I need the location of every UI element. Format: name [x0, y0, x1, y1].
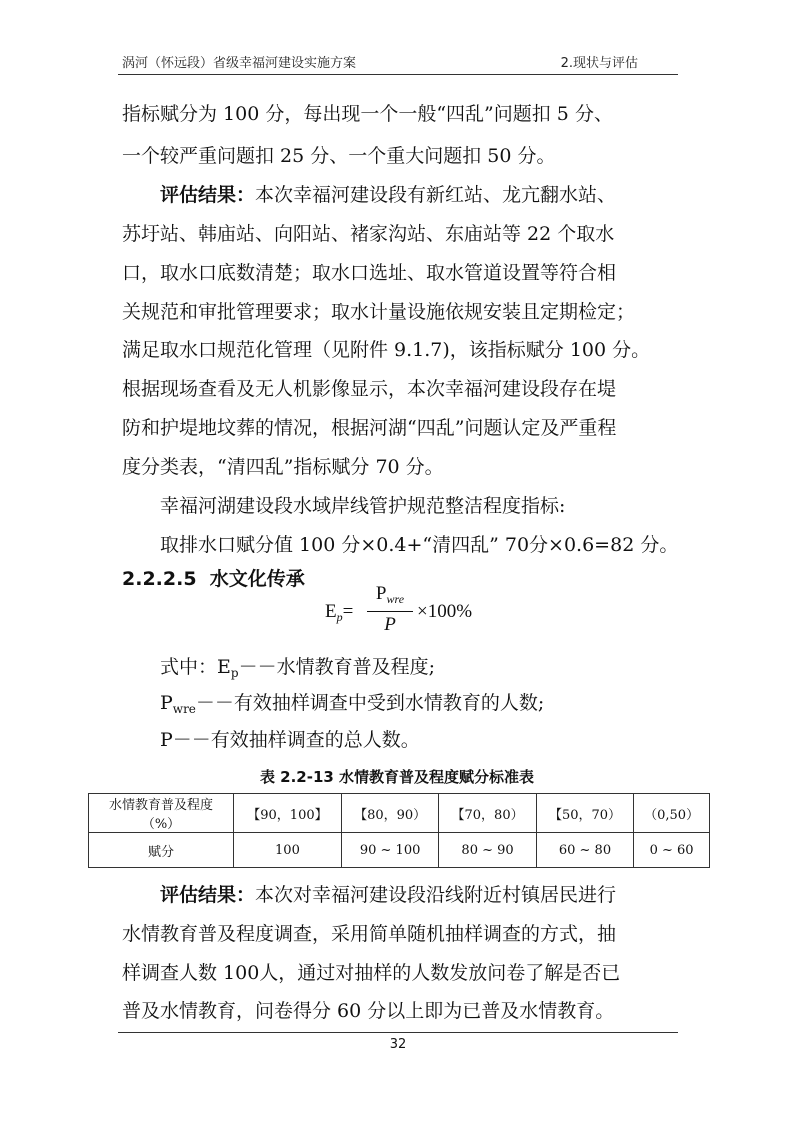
paragraph-line: 样调查人数 100人，通过对抽样的人数发放问卷了解是否已: [122, 962, 621, 984]
table-cell: 【50，70）: [536, 794, 633, 833]
page-footer: [118, 1032, 678, 1052]
definition-line: $P_{wre}--$有效抽样调查中受到水情教育的人数;: [160, 692, 545, 716]
page-header: [118, 50, 678, 75]
formula-rhs: ×100%: [417, 601, 473, 622]
definition-line: 式中：$E_p--$水情教育普及程度;: [160, 656, 435, 680]
paragraph-line: 水情教育普及程度调查，采用简单随机抽样调查的方式，抽: [122, 923, 617, 945]
paragraph-line: 指标赋分为 100 分，每出现一个一般“四乱”问题扣 5 分、: [122, 103, 613, 125]
paragraph-line: 取排水口赋分值 100 分×0.4+“清四乱” 70分×0.6=82 分。: [160, 534, 679, 556]
result-paragraph-line: 评估结果：本次幸福河建设段有新红站、龙亢翻水站、: [160, 184, 617, 206]
formula-denominator: P: [384, 614, 396, 635]
paragraph-line: 普及水情教育，问卷得分 60 分以上即为已普及水情教育。: [122, 1000, 615, 1022]
definition-line: P－－有效抽样调查的总人数。: [160, 729, 420, 751]
table-cell: 【90，100】: [234, 794, 342, 833]
table-cell: 80 ~ 90: [439, 833, 536, 868]
score-table: [88, 793, 710, 868]
section-heading: [122, 566, 305, 592]
chapter-title: 2.现状与评估: [560, 56, 638, 71]
result-paragraph-line: 评估结果：本次对幸福河建设段沿线附近村镇居民进行: [160, 884, 617, 906]
section-title: 水文化传承: [209, 568, 305, 590]
formula-lhs: $E_p=$: [325, 601, 354, 624]
table-header-cell: 赋分: [89, 833, 234, 868]
table-cell: 90 ~ 100: [341, 833, 438, 868]
paragraph-line: 度分类表，“清四乱”指标赋分 70 分。: [122, 456, 444, 478]
table-cell: 0 ~ 60: [634, 833, 710, 868]
table-cell: 【80，90）: [341, 794, 438, 833]
table-cell: 100: [234, 833, 342, 868]
table-cell: 【70，80）: [439, 794, 536, 833]
table-cell: （0,50）: [634, 794, 710, 833]
paragraph-line: 根据现场查看及无人机影像显示，本次幸福河建设段存在堤: [122, 378, 617, 400]
table-cell: 60 ~ 80: [536, 833, 633, 868]
paragraph-line: 一个较严重问题扣 25 分、一个重大问题扣 50 分。: [122, 145, 556, 167]
paragraph-line: 防和护堤地坟葬的情况，根据河湖“四乱”问题认定及严重程: [122, 417, 617, 439]
page-number: 32: [389, 1037, 407, 1052]
result-label: 评估结果：: [160, 184, 256, 206]
paragraph-line: 关规范和审批管理要求；取水计量设施依规安装且定期检定；: [122, 301, 636, 323]
formula-fraction: [367, 583, 413, 636]
paragraph-line: 满足取水口规范化管理（见附件 9.1.7)，该指标赋分 100 分。: [122, 339, 651, 361]
table-row: [89, 794, 710, 833]
fraction-bar: [367, 611, 413, 612]
table-caption: 表 2.2-13 水情教育普及程度赋分标准表: [259, 768, 535, 786]
section-number: 2.2.2.5: [122, 568, 197, 590]
paragraph-line: 苏圩站、韩庙站、向阳站、褚家沟站、东庙站等 22 个取水: [122, 223, 615, 245]
table-row: [89, 833, 710, 868]
document-title: 涡河（怀远段）省级幸福河建设实施方案: [122, 56, 357, 71]
table-header-cell: 水情教育普及程度 （%）: [89, 794, 234, 833]
paragraph-line: 口，取水口底数清楚；取水口选址、取水管道设置等符合相: [122, 262, 617, 284]
formula-numerator: $P_{wre}$: [375, 583, 405, 606]
result-label: 评估结果：: [160, 884, 256, 906]
paragraph-line: 幸福河湖建设段水域岸线管护规范整洁程度指标:: [160, 495, 566, 517]
